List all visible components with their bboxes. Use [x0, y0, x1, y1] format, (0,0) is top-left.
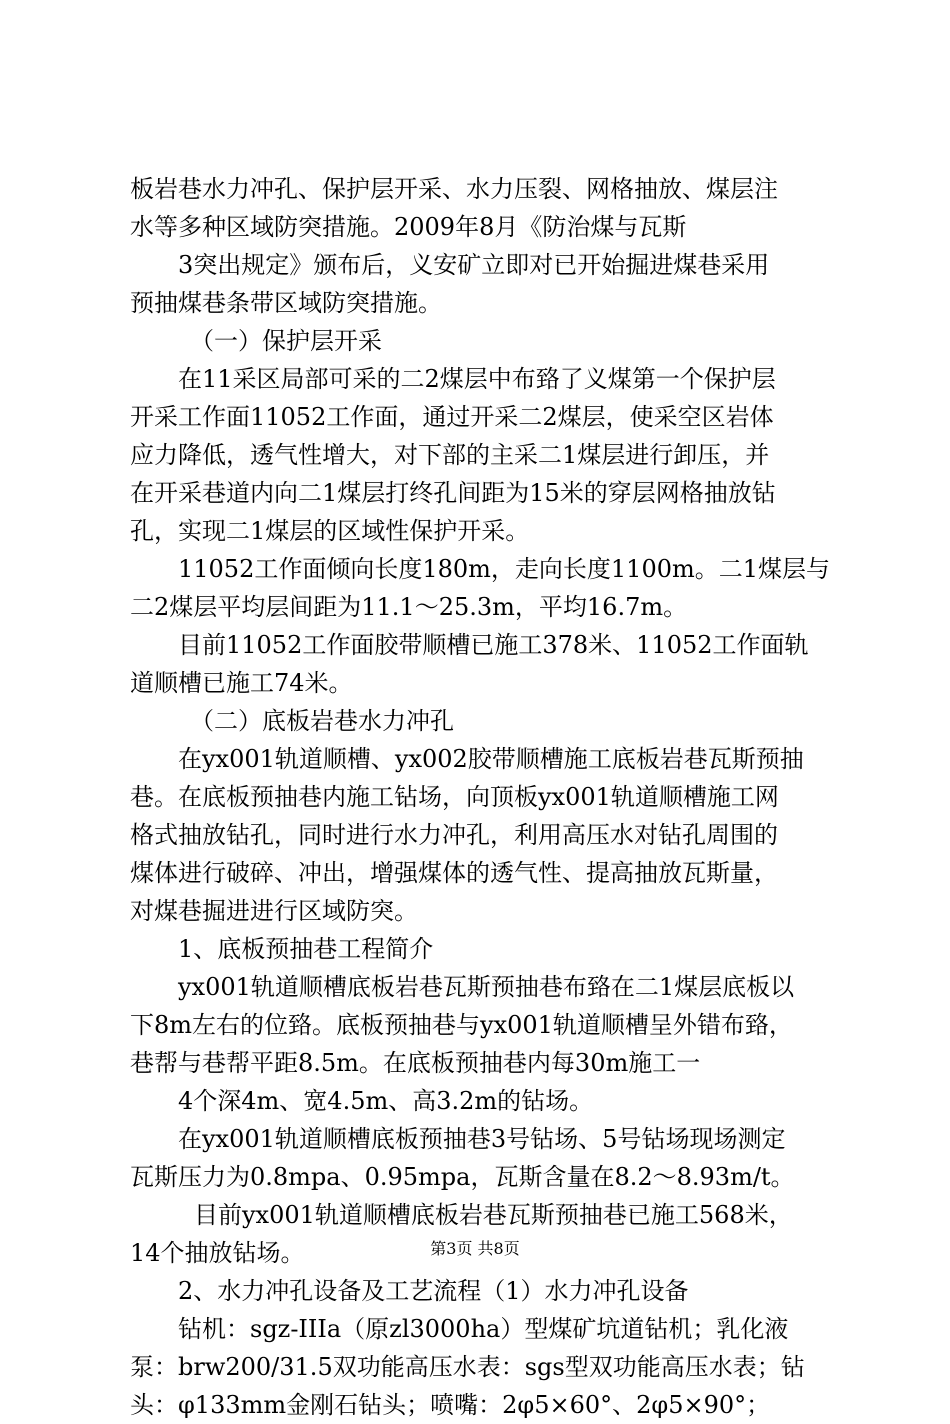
text-line: 在开采巷道内向二1煤层打终孔间距为15米的穿层网格抽放钻	[130, 479, 776, 507]
text-line: 格式抽放钻孔，同时进行水力冲孔，利用高压水对钻孔周围的	[130, 821, 778, 849]
section-heading: （一）保护层开采	[190, 327, 382, 355]
text-line: 14个抽放钻场。	[130, 1239, 305, 1267]
text-line: 应力降低，透气性增大，对下部的主采二1煤层进行卸压，并	[130, 441, 770, 469]
text-line: 板岩巷水力冲孔、保护层开采、水力压裂、网格抽放、煤层注	[130, 175, 778, 203]
text-line: 孔，实现二1煤层的区域性保护开采。	[130, 517, 530, 545]
text-line: 巷。在底板预抽巷内施工钻场，向顶板yx001轨道顺槽施工网	[130, 783, 779, 811]
text-line: 二2煤层平均层间距为11.1～25.3m，平均16.7m。	[130, 593, 688, 621]
text-line: yx001轨道顺槽底板岩巷瓦斯预抽巷布臵在二1煤层底板以	[178, 973, 795, 1001]
text-line: 11052工作面倾向长度180m，走向长度1100m。二1煤层与	[178, 555, 831, 583]
text-line: 煤体进行破碎、冲出，增强煤体的透气性、提高抽放瓦斯量，	[130, 859, 778, 887]
text-line: 泵：brw200/31.5双功能高压水表：sgs型双功能高压水表；钻	[130, 1353, 805, 1381]
text-line: 4个深4m、宽4.5m、高3.2m的钻场。	[178, 1087, 594, 1115]
text-line: 目前11052工作面胶带顺槽已施工378米、11052工作面轨	[178, 631, 809, 659]
text-line: 预抽煤巷条带区域防突措施。	[130, 289, 442, 317]
text-line: 瓦斯压力为0.8mpa、0.95mpa，瓦斯含量在8.2～8.93m/t。	[130, 1163, 795, 1191]
page-number-label: 第3页 共8页	[430, 1239, 520, 1258]
text-line: 在yx001轨道顺槽、yx002胶带顺槽施工底板岩巷瓦斯预抽	[178, 745, 804, 773]
text-line: 开采工作面11052工作面，通过开采二2煤层，使采空区岩体	[130, 403, 774, 431]
text-line: 在11采区局部可采的二2煤层中布臵了义煤第一个保护层	[178, 365, 776, 393]
text-line: 水等多种区域防突措施。2009年8月《防治煤与瓦斯	[130, 213, 687, 241]
body-text	[130, 170, 830, 1424]
text-line: 目前yx001轨道顺槽底板岩巷瓦斯预抽巷已施工568米，	[194, 1201, 793, 1229]
text-line: 3突出规定》颁布后，义安矿立即对已开始掘进煤巷采用	[178, 251, 770, 279]
text-line: 钻机：sgz-IIIa（原zl3000ha）型煤矿坑道钻机；乳化液	[178, 1315, 789, 1343]
text-line: 下8m左右的位臵。底板预抽巷与yx001轨道顺槽呈外错布臵，	[130, 1011, 793, 1039]
page-footer	[0, 1238, 950, 1260]
text-line: 道顺槽已施工74米。	[130, 669, 353, 697]
text-line: 头：φ133mm金刚石钻头；喷嘴：2φ5×60°、2φ5×90°；	[130, 1391, 771, 1419]
text-line: 巷帮与巷帮平距8.5m。在底板预抽巷内每30m施工一	[130, 1049, 701, 1077]
section-heading: （二）底板岩巷水力冲孔	[190, 707, 454, 735]
subsection-heading: 1、底板预抽巷工程简介	[178, 935, 434, 963]
subsection-heading: 2、水力冲孔设备及工艺流程（1）水力冲孔设备	[178, 1277, 689, 1305]
text-line: 在yx001轨道顺槽底板预抽巷3号钻场、5号钻场现场测定	[178, 1125, 786, 1153]
text-line: 对煤巷掘进进行区域防突。	[130, 897, 418, 925]
